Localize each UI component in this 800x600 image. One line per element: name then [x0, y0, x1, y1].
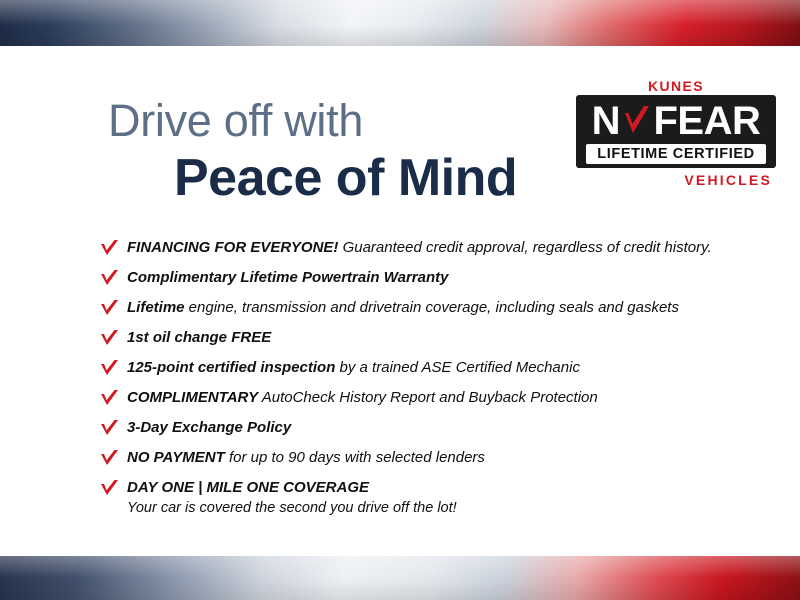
list-item-text: [127, 448, 485, 467]
list-item-text: [127, 479, 369, 496]
list-item: [100, 238, 740, 257]
headline-line-1: Drive off with: [108, 95, 364, 146]
logo-word-fear: FEAR: [653, 99, 761, 143]
logo-nofear-row: [586, 101, 766, 141]
list-item-text-group: [127, 478, 457, 517]
logo-vehicles-label: VEHICLES: [684, 172, 772, 188]
list-item-text: [127, 328, 271, 347]
check-icon: [100, 299, 119, 317]
logo-brand-name: KUNES: [647, 78, 704, 94]
list-item-bold: 1st oil change FREE: [127, 329, 272, 346]
list-item: [100, 298, 740, 317]
list-item: [100, 388, 740, 407]
list-item-bold: 3-Day Exchange Policy: [127, 419, 292, 436]
list-item: [100, 478, 740, 517]
list-item-text: [127, 298, 679, 317]
check-mark-icon: [622, 104, 652, 138]
top-decorative-band: [0, 0, 800, 46]
list-item-bold: NO PAYMENT: [127, 449, 225, 466]
check-icon: [100, 359, 119, 377]
top-band-sheen: [0, 0, 800, 46]
list-item-bold: Complimentary Lifetime Powertrain Warranty: [127, 269, 449, 286]
check-icon: [100, 329, 119, 347]
list-item-bold: FINANCING FOR EVERYONE!: [127, 239, 339, 256]
check-icon: [100, 419, 119, 437]
list-item-bold: DAY ONE | MILE ONE COVERAGE: [127, 479, 370, 496]
list-item-rest: by a trained ASE Certified Mechanic: [335, 359, 580, 376]
bottom-decorative-band: [0, 556, 800, 600]
check-icon: [100, 389, 119, 407]
check-icon: [100, 479, 119, 497]
list-item-rest: AutoCheck History Report and Buyback Protection: [258, 389, 598, 406]
feature-list: [100, 238, 740, 528]
logo-dark-plate: [576, 95, 776, 168]
bottom-white-strip: [0, 542, 800, 556]
list-item-text: [127, 268, 448, 287]
logo-letter-n: N: [591, 99, 620, 143]
list-item-bold: COMPLIMENTARY: [127, 389, 259, 406]
check-icon: [100, 269, 119, 287]
bottom-band-sheen: [0, 556, 800, 600]
list-item-bold: Lifetime: [127, 299, 185, 316]
list-item-text: [127, 418, 291, 437]
list-item-text: [127, 388, 598, 407]
list-item-rest: for up to 90 days with selected lenders: [224, 449, 485, 466]
check-icon: [100, 449, 119, 467]
list-item: [100, 358, 740, 377]
logo-lifetime-banner: LIFETIME CERTIFIED: [586, 144, 766, 164]
kunes-no-fear-logo: [576, 78, 776, 188]
list-item-text: [127, 238, 712, 257]
check-icon: [100, 239, 119, 257]
list-item-bold: 125-point certified inspection: [127, 359, 336, 376]
list-item: [100, 448, 740, 467]
list-item-rest: Guaranteed credit approval, regardless of credit history.: [338, 239, 712, 256]
headline-block: [108, 96, 628, 208]
headline-line-2: Peace of Mind: [174, 149, 518, 207]
list-item-rest: engine, transmission and drivetrain coverage, including seals and gaskets: [184, 299, 679, 316]
list-item-text: [127, 358, 580, 377]
list-item-subtext: Your car is covered the second you drive off the lot!: [127, 500, 457, 516]
list-item: [100, 418, 740, 437]
list-item: [100, 328, 740, 347]
list-item: [100, 268, 740, 287]
